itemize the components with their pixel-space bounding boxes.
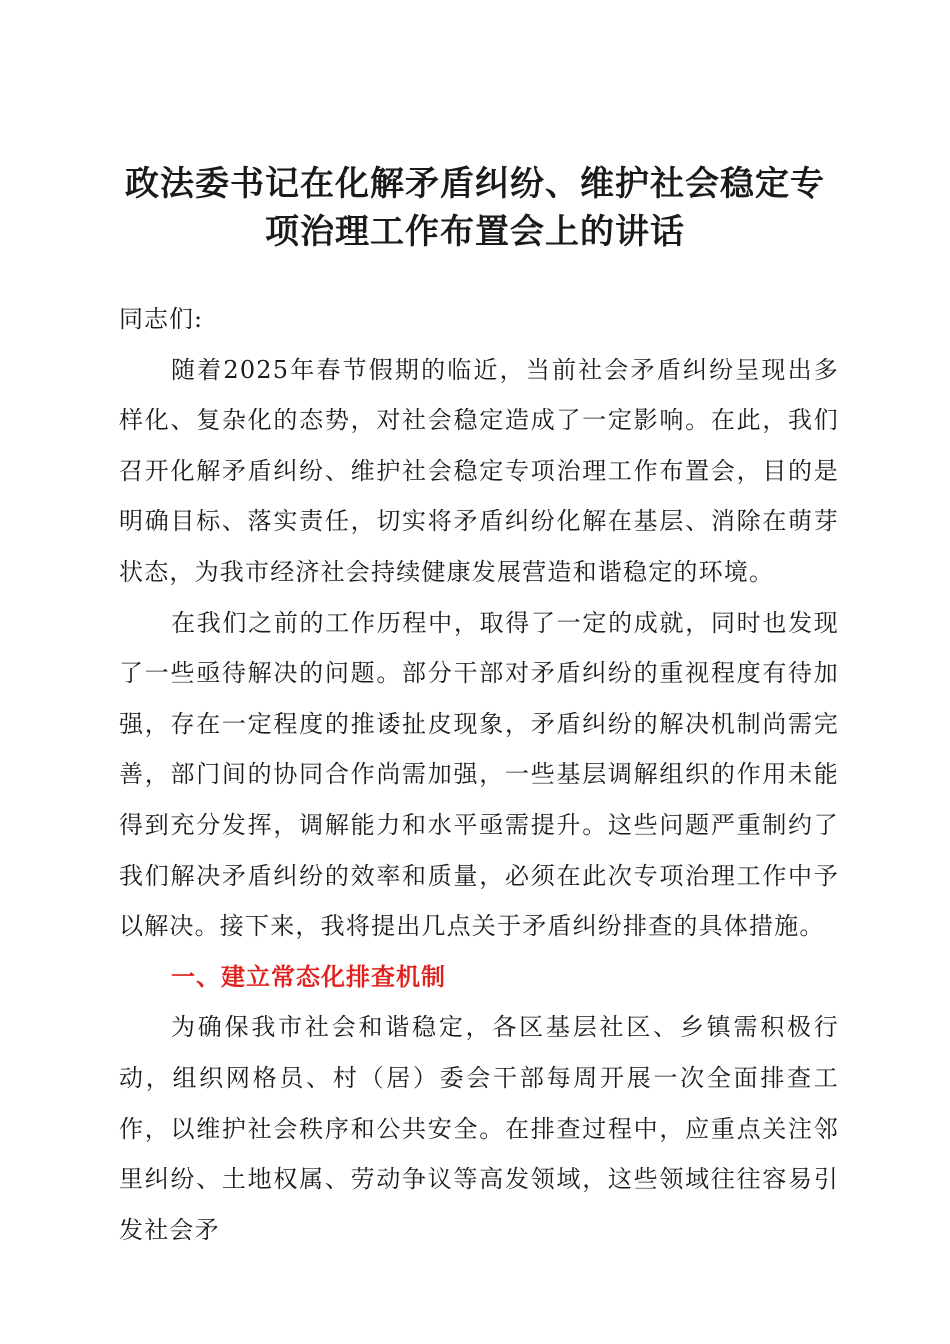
title-line-1: 政法委书记在化解矛盾纠纷、维护社会稳定专	[125, 164, 825, 204]
document-body	[119, 294, 839, 1255]
paragraph-1: 随着2025年春节假期的临近，当前社会矛盾纠纷呈现出多样化、复杂化的态势，对社会稳定造成了一定影响。在此，我们召开化解矛盾纠纷、维护社会稳定专项治理工作布置会，目的是明确目标、落实责任，切实将矛盾纠纷化解在基层、消除在萌芽状态，为我市经济社会持续健康发展营造和谐稳定的环境。	[119, 355, 839, 586]
section-1-paragraph: 为确保我市社会和谐稳定，各区基层社区、乡镇需积极行动，组织网格员、村（居）委会干部每周开展一次全面排查工作，以维护社会秩序和公共安全。在排查过程中，应重点关注邻里纠纷、土地权属、劳动争议等高发领域，这些领域往往容易引发社会矛	[119, 1013, 839, 1244]
section-heading-1: 一、建立常态化排查机制	[171, 962, 446, 991]
document-title	[100, 160, 850, 256]
title-line-2: 项治理工作布置会上的讲话	[265, 212, 685, 252]
paragraph-2: 在我们之前的工作历程中，取得了一定的成就，同时也发现了一些亟待解决的问题。部分干部对矛盾纠纷的重视程度有待加强，存在一定程度的推诿扯皮现象，矛盾纠纷的解决机制尚需完善，部门间的协同合作尚需加强，一些基层调解组织的作用未能得到充分发挥，调解能力和水平亟需提升。这些问题严重制约了我们解决矛盾纠纷的效率和质量，必须在此次专项治理工作中予以解决。接下来，我将提出几点关于矛盾纠纷排查的具体措施。	[119, 608, 839, 941]
salutation: 同志们:	[119, 305, 204, 333]
